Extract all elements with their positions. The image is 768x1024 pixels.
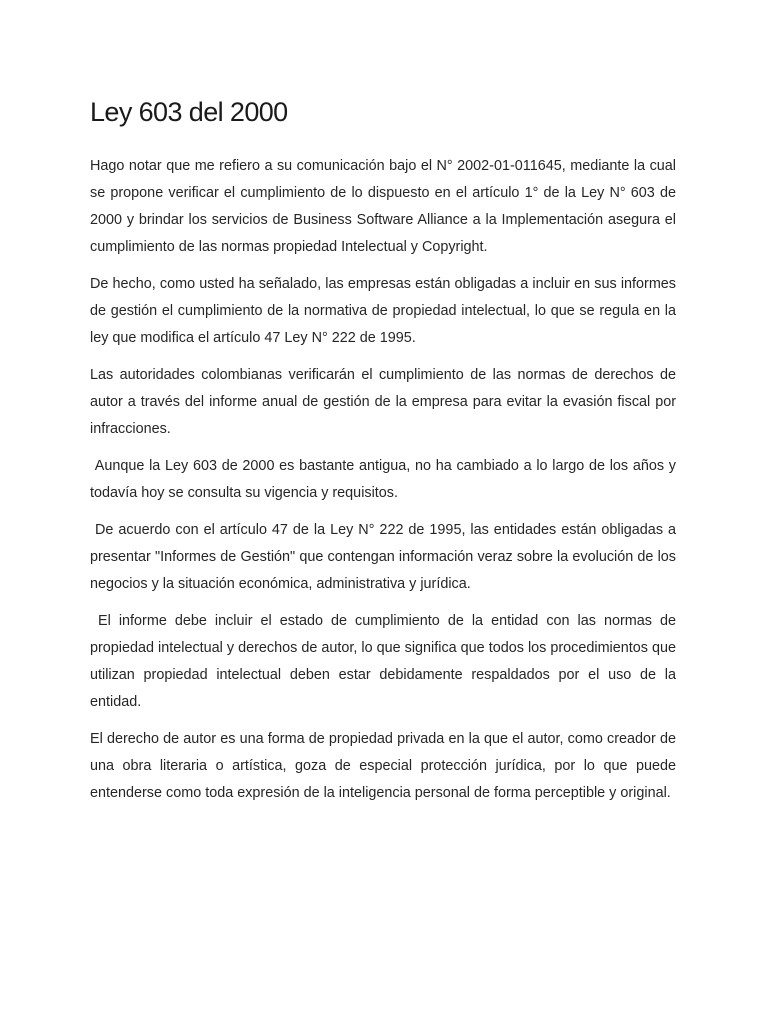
paragraph: Las autoridades colombianas verificarán el cumplimiento de las normas de derechos de autor a través del informe anual de gestión de la empresa para evitar la evasión fiscal por infracciones. xyxy=(90,367,680,437)
paragraph: De hecho, como usted ha señalado, las empresas están obligadas a incluir en sus informes de gestión el cumplimiento de la normativa de propiedad intelectual, lo que se regula en la ley que modifica el artículo 47 Ley N° 222 de 1995. xyxy=(90,276,680,346)
paragraph: Hago notar que me refiero a su comunicación bajo el N° 2002-01-011645, mediante la cual se propone verificar el cumplimiento de lo dispuesto en el artículo 1° de la Ley N° 603 de 2000 y brindar los servicios de Business Software Alliance a la Implementación asegura el cumplimiento de las normas propiedad Intelectual y Copyright. xyxy=(90,158,680,255)
document-body xyxy=(90,153,681,817)
paragraph: El informe debe incluir el estado de cumplimiento de la entidad con las normas de propiedad intelectual y derechos de autor, lo que significa que todos los procedimientos que utilizan propiedad intelectual deben estar debidamente respaldados por el uso de la entidad. xyxy=(90,613,680,710)
paragraph: Aunque la Ley 603 de 2000 es bastante antigua, no ha cambiado a lo largo de los años y todavía hoy se consulta su vigencia y requisitos. xyxy=(90,458,680,501)
document-title: Ley 603 del 2000 xyxy=(90,97,288,127)
paragraph: De acuerdo con el artículo 47 de la Ley N° 222 de 1995, las entidades están obligadas a presentar "Informes de Gestión" que contengan información veraz sobre la evolución de los negocios y la situación económica, administrativa y jurídica. xyxy=(90,522,681,592)
paragraph: El derecho de autor es una forma de propiedad privada en la que el autor, como creador de una obra literaria o artística, goza de especial protección jurídica, por lo que puede entenderse como toda expresión de la inteligencia personal de forma perceptible y original. xyxy=(90,731,680,801)
